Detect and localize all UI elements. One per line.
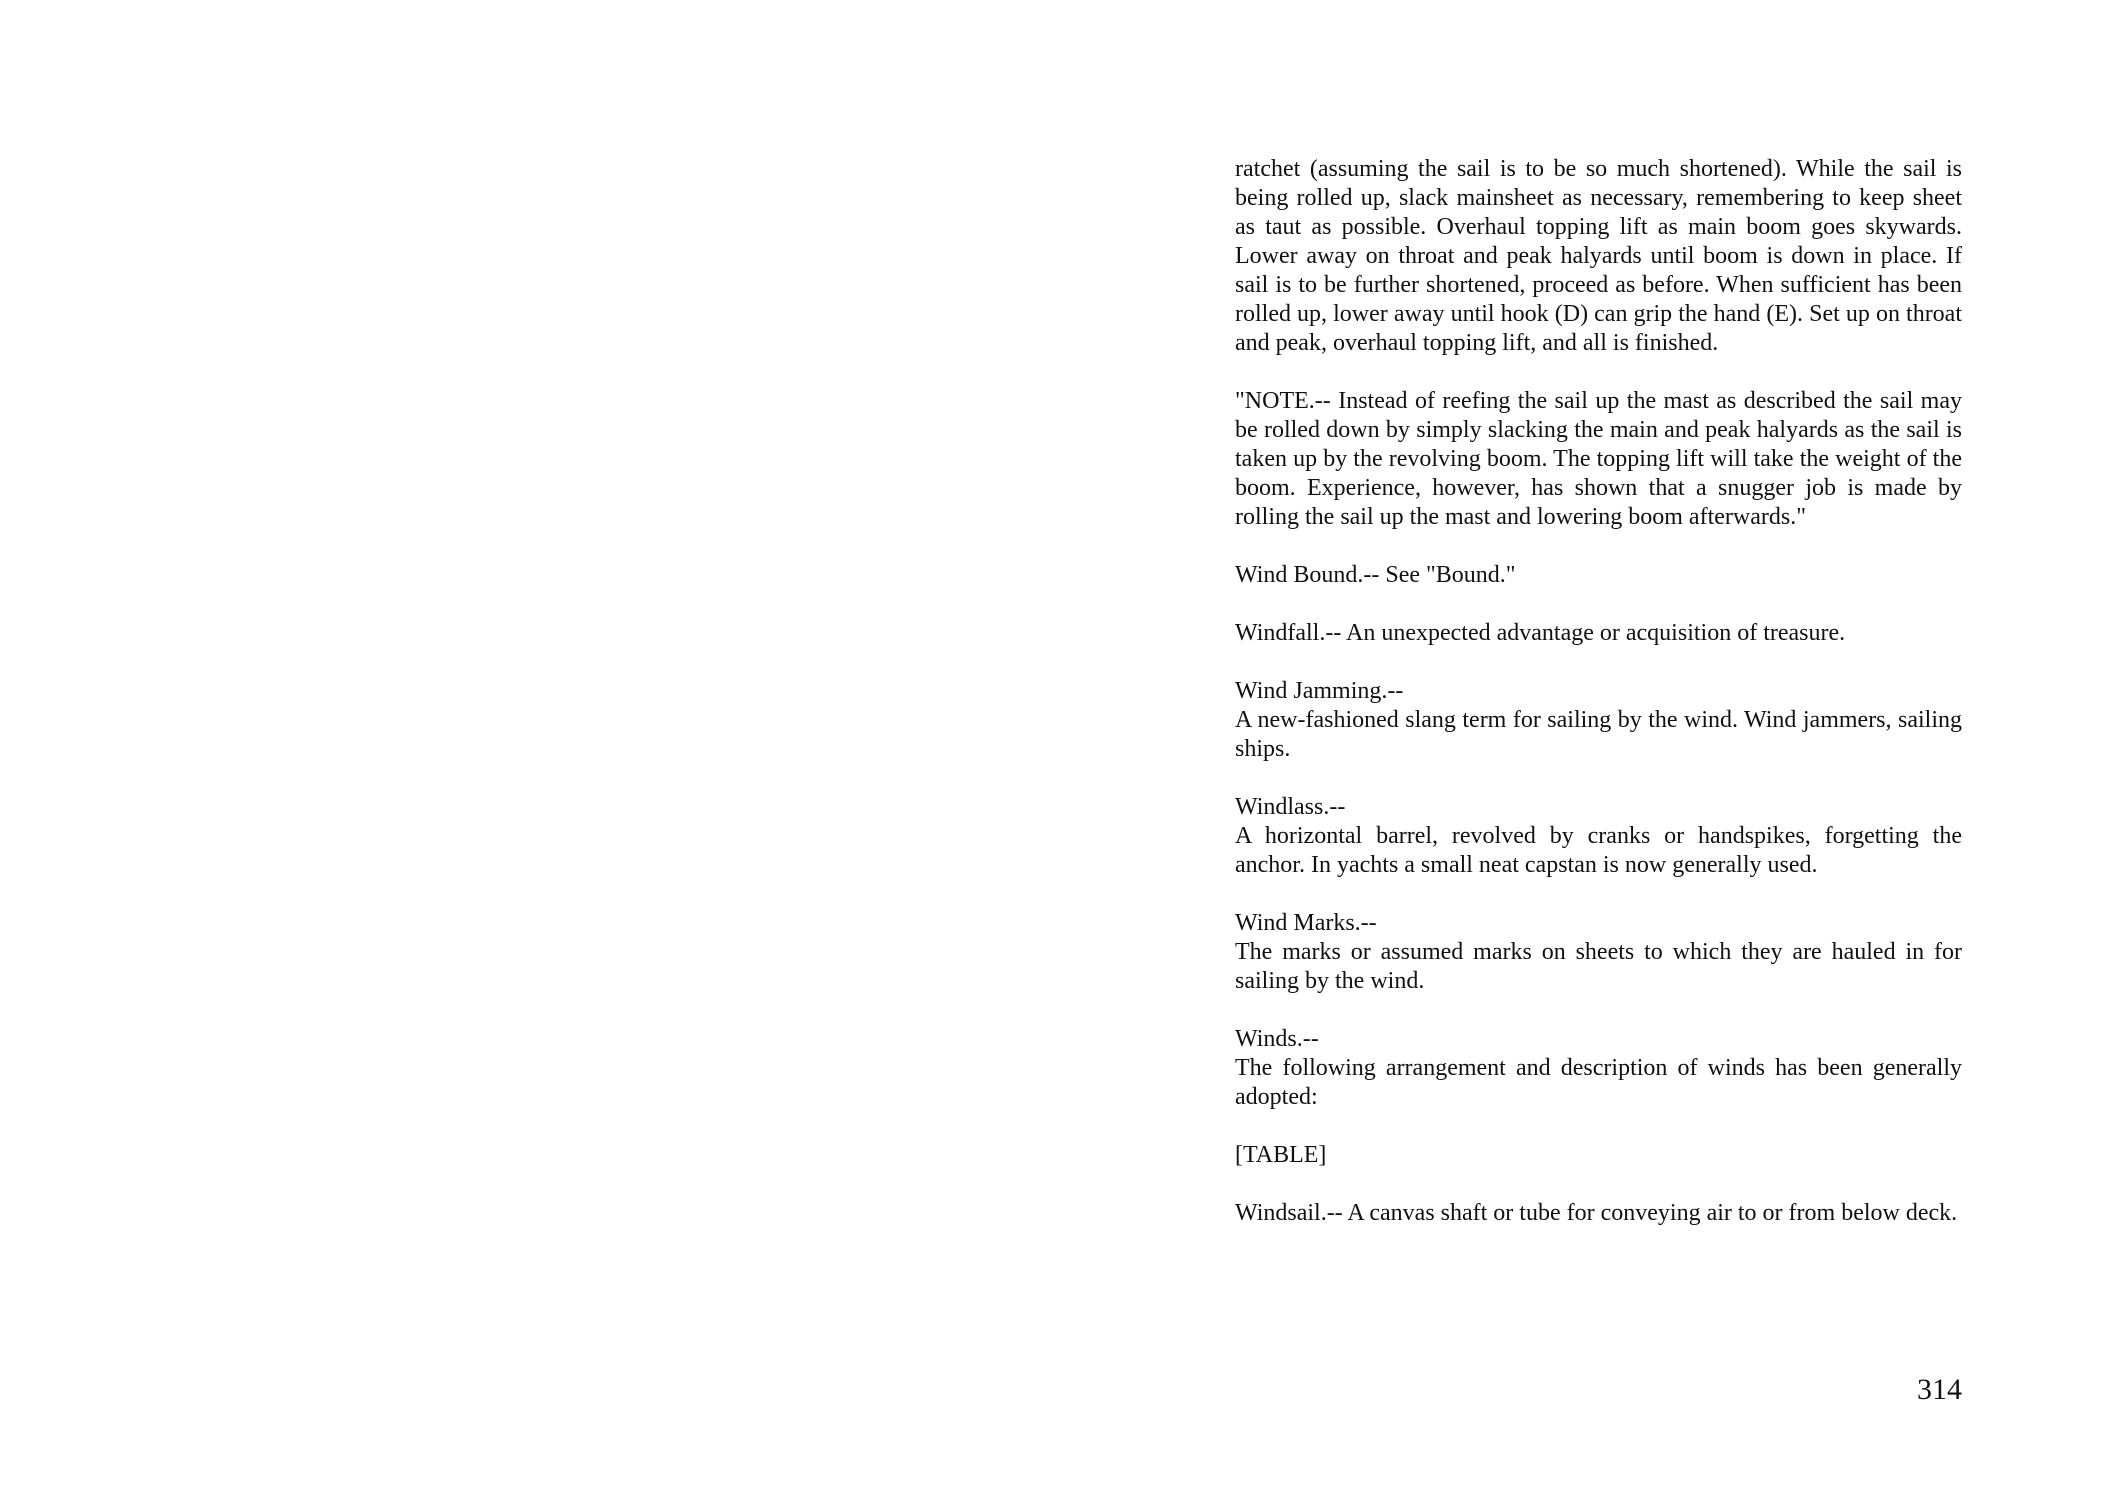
entry-windsail: Windsail.-- A canvas shaft or tube for conveying air to or from below deck. [1235, 1200, 1958, 1226]
continuation-paragraph: ratchet (assuming the sail is to be so much shortened). While the sail is being rolled up, slack mainsheet as necessary, remembering to keep sheet as taut as possible. Overhaul topping lift as main boom goes skywards. Lower away on throat and peak halyards until boom is down in place. If sail is to be further shortened, proceed as before. When sufficient has been rolled up, lower away until hook (D) can grip the hand (E). Set up on throat and peak, overhaul topping lift, and all is finished. [1235, 156, 1962, 356]
entry-term: Winds.-- [1235, 1026, 1319, 1052]
note-paragraph: "NOTE.-- Instead of reefing the sail up the mast as described the sail may be rolled down by simply slacking the main and peak halyards as the sail is taken up by the revolving boom. The topping lift will take the weight of the boom. Experience, however, has shown that a snugger job is made by rolling the sail up the mast and lowering boom afterwards." [1235, 388, 1962, 530]
entry-term: Wind Jamming.-- [1235, 678, 1404, 704]
entry-term: Windlass.-- [1235, 794, 1346, 820]
right-page [1052, 0, 2105, 1489]
entry-wind-bound: Wind Bound.-- See "Bound." [1235, 562, 1516, 588]
entry-wind-marks [1235, 909, 1962, 996]
entry-definition: The following arrangement and description of winds has been generally adopted: [1235, 1055, 1962, 1110]
entry-definition: A horizontal barrel, revolved by cranks or handspikes, forgetting the anchor. In yachts a small neat capstan is now generally used. [1235, 823, 1962, 878]
entry-windlass [1235, 793, 1962, 880]
entry-windfall: Windfall.-- An unexpected advantage or acquisition of treasure. [1235, 620, 1846, 646]
entry-wind-jamming [1235, 677, 1962, 764]
table-placeholder: [TABLE] [1235, 1142, 1327, 1168]
blank-left-page [0, 0, 1052, 1489]
text-column [1235, 155, 1962, 1257]
entry-definition: The marks or assumed marks on sheets to which they are hauled in for sailing by the wind. [1235, 939, 1962, 994]
entry-definition: A new-fashioned slang term for sailing by the wind. Wind jammers, sailing ships. [1235, 707, 1962, 762]
entry-winds [1235, 1025, 1962, 1112]
page-number: 314 [1917, 1373, 1962, 1406]
entry-term: Wind Marks.-- [1235, 910, 1377, 936]
